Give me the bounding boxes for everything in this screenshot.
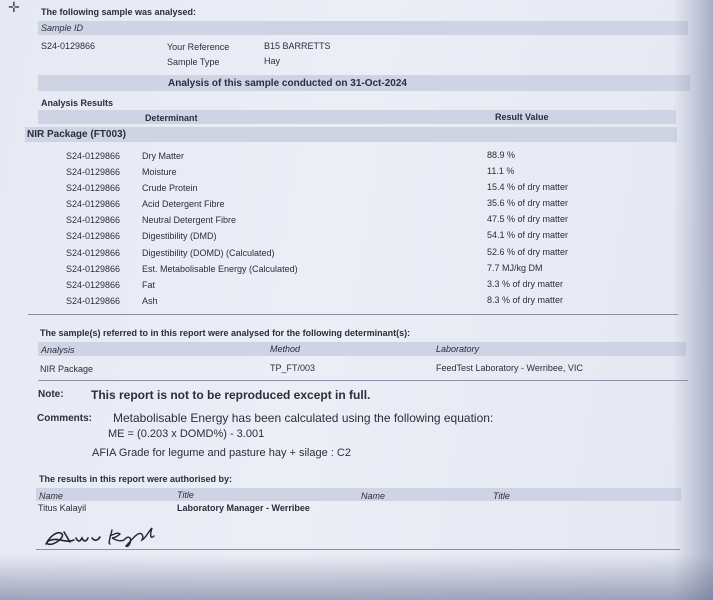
comments-label: Comments: — [37, 413, 93, 424]
row-determinant: Fat — [142, 280, 156, 290]
column-title: Title — [177, 490, 194, 500]
row-determinant: Moisture — [142, 167, 177, 177]
row-id: S24-0129866 — [66, 167, 121, 177]
method-code-value: TP_FT/003 — [270, 363, 316, 373]
note-label: Note: — [38, 389, 64, 400]
page-edge-shadow — [673, 0, 713, 600]
sample-type-value: Hay — [264, 56, 281, 66]
page-bottom-shadow — [0, 554, 713, 600]
authorisation-intro: The results in this report were authorised by: — [39, 474, 233, 484]
results-header-bar — [38, 110, 676, 124]
signature-image — [40, 518, 165, 552]
methods-intro: The sample(s) referred to in this report were analysed for the following determinant(s): — [40, 328, 411, 338]
methods-header-bar — [38, 342, 686, 356]
analysis-results-label: Analysis Results — [41, 98, 114, 108]
row-id: S24-0129866 — [66, 248, 121, 258]
method-laboratory-value: FeedTest Laboratory - Werribee, VIC — [436, 363, 583, 373]
row-result: 52.6 % of dry matter — [487, 247, 569, 257]
row-result: 11.1 % — [487, 166, 515, 176]
row-result: 7.7 MJ/kg DM — [487, 263, 543, 273]
row-result: 54.1 % of dry matter — [487, 230, 569, 240]
row-result: 15.4 % of dry matter — [487, 182, 569, 192]
comments-equation: ME = (0.203 x DOMD%) - 3.001 — [108, 428, 265, 440]
note-text: This report is not to be reproduced except in full. — [91, 388, 371, 402]
column-determinant: Determinant — [145, 113, 198, 123]
row-id: S24-0129866 — [66, 151, 121, 161]
row-determinant: Crude Protein — [142, 183, 198, 193]
row-determinant: Ash — [142, 296, 158, 306]
row-result: 35.6 % of dry matter — [487, 198, 569, 208]
row-determinant: Digestibility (DOMD) (Calculated) — [142, 248, 275, 258]
results-divider — [28, 314, 678, 315]
authorisation-header-bar — [36, 488, 681, 501]
cursor-crosshair-icon: ✛ — [8, 0, 20, 15]
row-result: 88.9 % — [487, 150, 516, 160]
analysis-conducted-date: Analysis of this sample conducted on 31-Oct-2024 — [168, 78, 407, 89]
column-analysis: Analysis — [41, 345, 75, 355]
sample-id-label: Sample ID — [41, 23, 84, 33]
row-determinant: Digestibility (DMD) — [142, 231, 217, 241]
sample-type-label: Sample Type — [167, 57, 220, 67]
method-analysis-value: NIR Package — [40, 364, 94, 374]
nir-package-heading: NIR Package (FT003) — [27, 129, 126, 140]
row-determinant: Neutral Detergent Fibre — [142, 215, 237, 225]
sample-id-value: S24-0129866 — [41, 41, 96, 51]
your-reference-value: B15 BARRETTS — [264, 41, 331, 51]
row-determinant: Est. Metabolisable Energy (Calculated) — [142, 264, 298, 274]
authoriser-name: Titus Kalayil — [38, 503, 87, 513]
comments-line-1: Metabolisable Energy has been calculated using the following equation: — [113, 411, 494, 425]
row-result: 47.5 % of dry matter — [487, 214, 569, 224]
methods-divider — [38, 380, 688, 381]
row-id: S24-0129866 — [66, 231, 121, 241]
row-id: S24-0129866 — [66, 215, 121, 225]
row-result: 3.3 % of dry matter — [487, 279, 564, 289]
column-name: Name — [39, 491, 64, 501]
column-name-2: Name — [361, 491, 386, 501]
column-laboratory: Laboratory — [436, 344, 480, 354]
comments-afia-grade: AFIA Grade for legume and pasture hay + silage : C2 — [92, 447, 351, 459]
row-result: 8.3 % of dry matter — [487, 295, 564, 305]
footer-divider — [36, 549, 680, 550]
row-determinant: Acid Detergent Fibre — [142, 199, 225, 209]
column-title-2: Title — [493, 491, 510, 501]
row-id: S24-0129866 — [66, 183, 121, 193]
column-result-value: Result Value — [495, 112, 549, 122]
row-id: S24-0129866 — [66, 280, 121, 290]
sample-id-header-bar — [38, 21, 688, 35]
row-id: S24-0129866 — [66, 199, 121, 209]
sample-intro: The following sample was analysed: — [41, 7, 197, 17]
row-determinant: Dry Matter — [142, 151, 185, 161]
row-id: S24-0129866 — [66, 264, 121, 274]
your-reference-label: Your Reference — [167, 42, 230, 52]
authoriser-title: Laboratory Manager - Werribee — [177, 503, 310, 513]
row-id: S24-0129866 — [66, 296, 121, 306]
column-method: Method — [270, 344, 301, 354]
